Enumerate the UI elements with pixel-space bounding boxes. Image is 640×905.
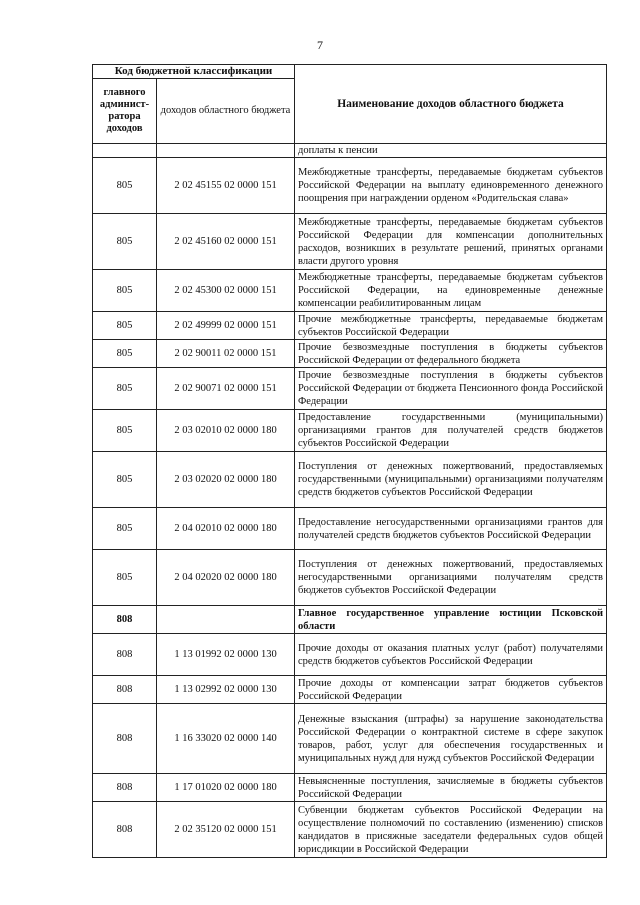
cell-admin-code: 808 bbox=[93, 606, 157, 634]
cell-revenue-name: Прочие безвозмездные поступления в бюджеты субъектов Российской Федерации от федерального бюджета bbox=[295, 340, 607, 368]
cell-revenue-code: 2 03 02020 02 0000 180 bbox=[157, 452, 295, 508]
cell-revenue-code: 2 02 90071 02 0000 151 bbox=[157, 368, 295, 410]
cell-admin-code: 805 bbox=[93, 410, 157, 452]
cell-admin-code: 805 bbox=[93, 340, 157, 368]
cell-revenue-name: Межбюджетные трансферты, передаваемые бюджетам субъектов Российской Федерации для компенсации дополнительных расходов, возникших в результате решений, принятых органами власти другого уровня bbox=[295, 214, 607, 270]
cell-revenue-code bbox=[157, 144, 295, 158]
cell-revenue-code: 2 02 45160 02 0000 151 bbox=[157, 214, 295, 270]
cell-revenue-name: Прочие межбюджетные трансферты, передаваемые бюджетам субъектов Российской Федерации bbox=[295, 312, 607, 340]
cell-admin-code: 808 bbox=[93, 774, 157, 802]
cell-revenue-name: Прочие безвозмездные поступления в бюджеты субъектов Российской Федерации от бюджета Пенсионного фонда Российской Федерации bbox=[295, 368, 607, 410]
cell-revenue-code: 2 02 45155 02 0000 151 bbox=[157, 158, 295, 214]
cell-admin-code: 808 bbox=[93, 676, 157, 704]
cell-revenue-code: 2 04 02020 02 0000 180 bbox=[157, 550, 295, 606]
cell-admin-code: 808 bbox=[93, 634, 157, 676]
cell-admin-code: 805 bbox=[93, 452, 157, 508]
table-row bbox=[93, 340, 607, 368]
table-row bbox=[93, 368, 607, 410]
cell-revenue-name: Прочие доходы от компенсации затрат бюджетов субъектов Российской Федерации bbox=[295, 676, 607, 704]
cell-revenue-name: Невыясненные поступления, зачисляемые в бюджеты субъектов Российской Федерации bbox=[295, 774, 607, 802]
header-budget-classification-code: Код бюджетной классификации bbox=[93, 65, 295, 79]
page-number: 7 bbox=[317, 38, 323, 52]
cell-revenue-code: 2 03 02010 02 0000 180 bbox=[157, 410, 295, 452]
cell-revenue-code: 1 16 33020 02 0000 140 bbox=[157, 704, 295, 774]
cell-revenue-name: Поступления от денежных пожертвований, предоставляемых государственными (муниципальными) организациями получателям средств бюджетов субъектов Российской Федерации bbox=[295, 452, 607, 508]
table-row bbox=[93, 774, 607, 802]
cell-revenue-code: 1 13 02992 02 0000 130 bbox=[157, 676, 295, 704]
table-row bbox=[93, 158, 607, 214]
table-row bbox=[93, 312, 607, 340]
cell-revenue-name: Прочие доходы от оказания платных услуг (работ) получателями средств бюджетов субъектов Российской Федерации bbox=[295, 634, 607, 676]
table-row bbox=[93, 550, 607, 606]
table-row bbox=[93, 606, 607, 634]
cell-revenue-code: 2 02 35120 02 0000 151 bbox=[157, 802, 295, 858]
table-row bbox=[93, 410, 607, 452]
cell-revenue-name: Субвенции бюджетам субъектов Российской Федерации на осуществление полномочий по составлению (изменению) списков кандидатов в присяжные заседатели федеральных судов общей юрисдикции в Российской Федерации bbox=[295, 802, 607, 858]
cell-revenue-name: Денежные взыскания (штрафы) за нарушение законодательства Российской Федерации о контрактной системе в сфере закупок товаров, работ, услуг для обеспечения государственных и муниципальных нужд для нужд субъектов Российской Федерации bbox=[295, 704, 607, 774]
table-body bbox=[93, 144, 607, 858]
cell-revenue-code bbox=[157, 606, 295, 634]
cell-revenue-name: Предоставление государственными (муниципальными) организациями грантов для получателей средств бюджетов субъектов Российской Федерации bbox=[295, 410, 607, 452]
cell-revenue-code: 1 17 01020 02 0000 180 bbox=[157, 774, 295, 802]
cell-revenue-code: 2 02 49999 02 0000 151 bbox=[157, 312, 295, 340]
table-row bbox=[93, 452, 607, 508]
cell-revenue-name: доплаты к пенсии bbox=[295, 144, 607, 158]
table-row bbox=[93, 634, 607, 676]
cell-revenue-code: 2 04 02010 02 0000 180 bbox=[157, 508, 295, 550]
table-row bbox=[93, 676, 607, 704]
cell-admin-code: 805 bbox=[93, 550, 157, 606]
cell-revenue-name: Межбюджетные трансферты, передаваемые бюджетам субъектов Российской Федерации, на единовременные денежные компенсации реабилитированным лицам bbox=[295, 270, 607, 312]
table-row bbox=[93, 214, 607, 270]
cell-admin-code: 805 bbox=[93, 214, 157, 270]
cell-revenue-code: 2 02 90011 02 0000 151 bbox=[157, 340, 295, 368]
cell-revenue-code: 2 02 45300 02 0000 151 bbox=[157, 270, 295, 312]
cell-revenue-name: Главное государственное управление юстиции Псковской области bbox=[295, 606, 607, 634]
table-row bbox=[93, 704, 607, 774]
cell-admin-code: 805 bbox=[93, 158, 157, 214]
cell-admin-code: 805 bbox=[93, 368, 157, 410]
header-name: Наименование доходов областного бюджета bbox=[295, 65, 607, 144]
cell-admin-code: 805 bbox=[93, 312, 157, 340]
table-row bbox=[93, 802, 607, 858]
budget-classification-table bbox=[92, 64, 607, 858]
header-regional-budget-revenue: доходов областного бюджета bbox=[157, 79, 295, 144]
cell-admin-code: 805 bbox=[93, 270, 157, 312]
cell-admin-code bbox=[93, 144, 157, 158]
table-row bbox=[93, 270, 607, 312]
cell-revenue-code: 1 13 01992 02 0000 130 bbox=[157, 634, 295, 676]
header-chief-administrator: главного админист-ратора доходов bbox=[93, 79, 157, 144]
cell-admin-code: 808 bbox=[93, 802, 157, 858]
cell-revenue-name: Поступления от денежных пожертвований, предоставляемых негосударственными организациями получателям средств бюджетов субъектов Российской Федерации bbox=[295, 550, 607, 606]
table-row bbox=[93, 508, 607, 550]
cell-revenue-name: Предоставление негосударственными организациями грантов для получателей средств бюджетов субъектов Российской Федерации bbox=[295, 508, 607, 550]
table-row bbox=[93, 144, 607, 158]
cell-admin-code: 808 bbox=[93, 704, 157, 774]
cell-revenue-name: Межбюджетные трансферты, передаваемые бюджетам субъектов Российской Федерации на выплату единовременного денежного поощрения при награждении орденом «Родительская слава» bbox=[295, 158, 607, 214]
cell-admin-code: 805 bbox=[93, 508, 157, 550]
